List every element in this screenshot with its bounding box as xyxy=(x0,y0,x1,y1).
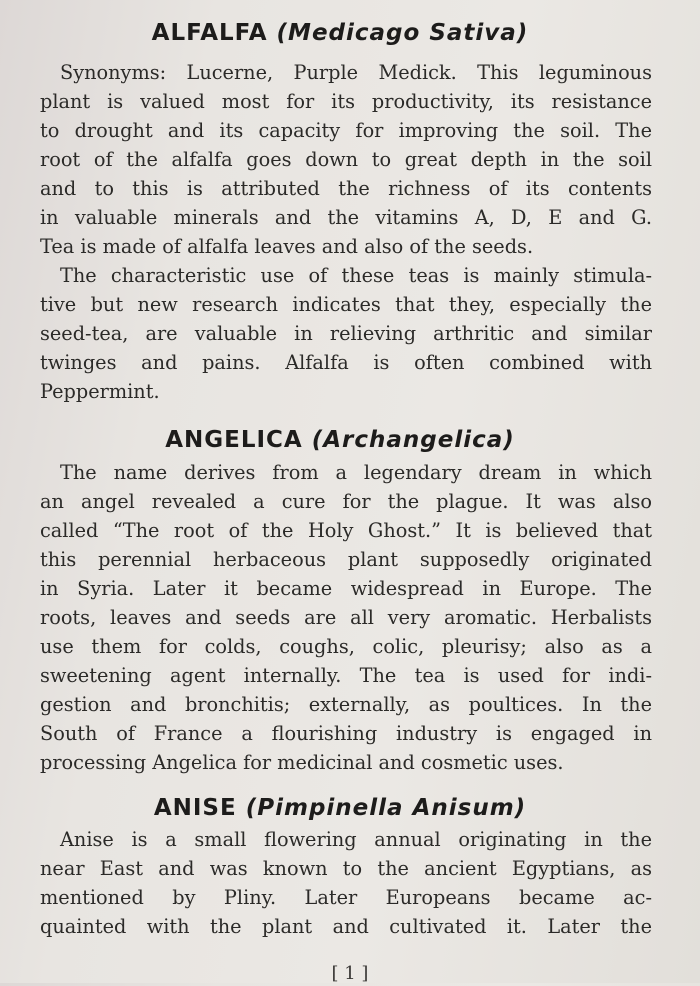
entry-name: ANGELICA xyxy=(165,427,303,453)
text-line: quainted with the plant and cultivated it. Later the xyxy=(40,915,652,938)
text-line: in valuable minerals and the vitamins A, D, E and G. xyxy=(40,206,652,229)
text-line: twinges and pains. Alfalfa is often combined with xyxy=(40,351,652,374)
text-line: gestion and bronchitis; externally, as poultices. In the xyxy=(40,693,652,716)
entry-heading-alfalfa xyxy=(0,18,680,48)
text-line: The name derives from a legendary dream in which xyxy=(60,461,652,484)
text-line: South of France a flourishing industry is engaged in xyxy=(40,722,652,745)
text-line: near East and was known to the ancient Egyptians, as xyxy=(40,857,652,880)
text-line: seed-tea, are valuable in relieving arthritic and similar xyxy=(40,322,652,345)
entry-name: ALFALFA xyxy=(151,20,268,46)
text-line: Peppermint. xyxy=(40,380,160,403)
text-line: Synonyms: Lucerne, Purple Medick. This leguminous xyxy=(60,61,652,84)
text-line: roots, leaves and seeds are all very aromatic. Herbalists xyxy=(40,606,652,629)
entry-paragraph xyxy=(40,825,652,941)
text-line: processing Angelica for medicinal and cosmetic uses. xyxy=(40,751,564,774)
text-line: and to this is attributed the richness of its contents xyxy=(40,177,652,200)
text-line: called “The root of the Holy Ghost.” It is believed that xyxy=(40,519,652,542)
text-line: an angel revealed a cure for the plague. It was also xyxy=(40,490,652,513)
entry-heading-anise xyxy=(0,793,680,823)
entry-latin-name: (Pimpinella Anisum) xyxy=(245,795,527,821)
text-line: in Syria. Later it became widespread in Europe. The xyxy=(40,577,652,600)
text-line: use them for colds, coughs, colic, pleurisy; also as a xyxy=(40,635,652,658)
entry-paragraph xyxy=(40,458,652,777)
text-line: to drought and its capacity for improving the soil. The xyxy=(40,119,652,142)
entry-name: ANISE xyxy=(153,795,237,821)
entry-latin-name: (Archangelica) xyxy=(311,427,515,453)
text-line: plant is valued most for its productivity, its resistance xyxy=(40,90,652,113)
text-line: The characteristic use of these teas is mainly stimula- xyxy=(60,264,652,287)
text-line: root of the alfalfa goes down to great depth in the soil xyxy=(40,148,652,171)
text-line: tive but new research indicates that they, especially the xyxy=(40,293,652,316)
entry-paragraph xyxy=(40,261,652,406)
entry-paragraph xyxy=(40,58,652,261)
entry-heading-angelica xyxy=(0,425,680,455)
text-line: Tea is made of alfalfa leaves and also of the seeds. xyxy=(40,235,534,258)
page-number: [ 1 ] xyxy=(331,963,369,984)
text-line: this perennial herbaceous plant supposedly originated xyxy=(40,548,652,571)
entry-latin-name: (Medicago Sativa) xyxy=(276,20,529,46)
text-line: sweetening agent internally. The tea is used for indi- xyxy=(40,664,652,687)
text-line: mentioned by Pliny. Later Europeans became ac- xyxy=(40,886,652,909)
text-line: Anise is a small flowering annual originating in the xyxy=(60,828,652,851)
